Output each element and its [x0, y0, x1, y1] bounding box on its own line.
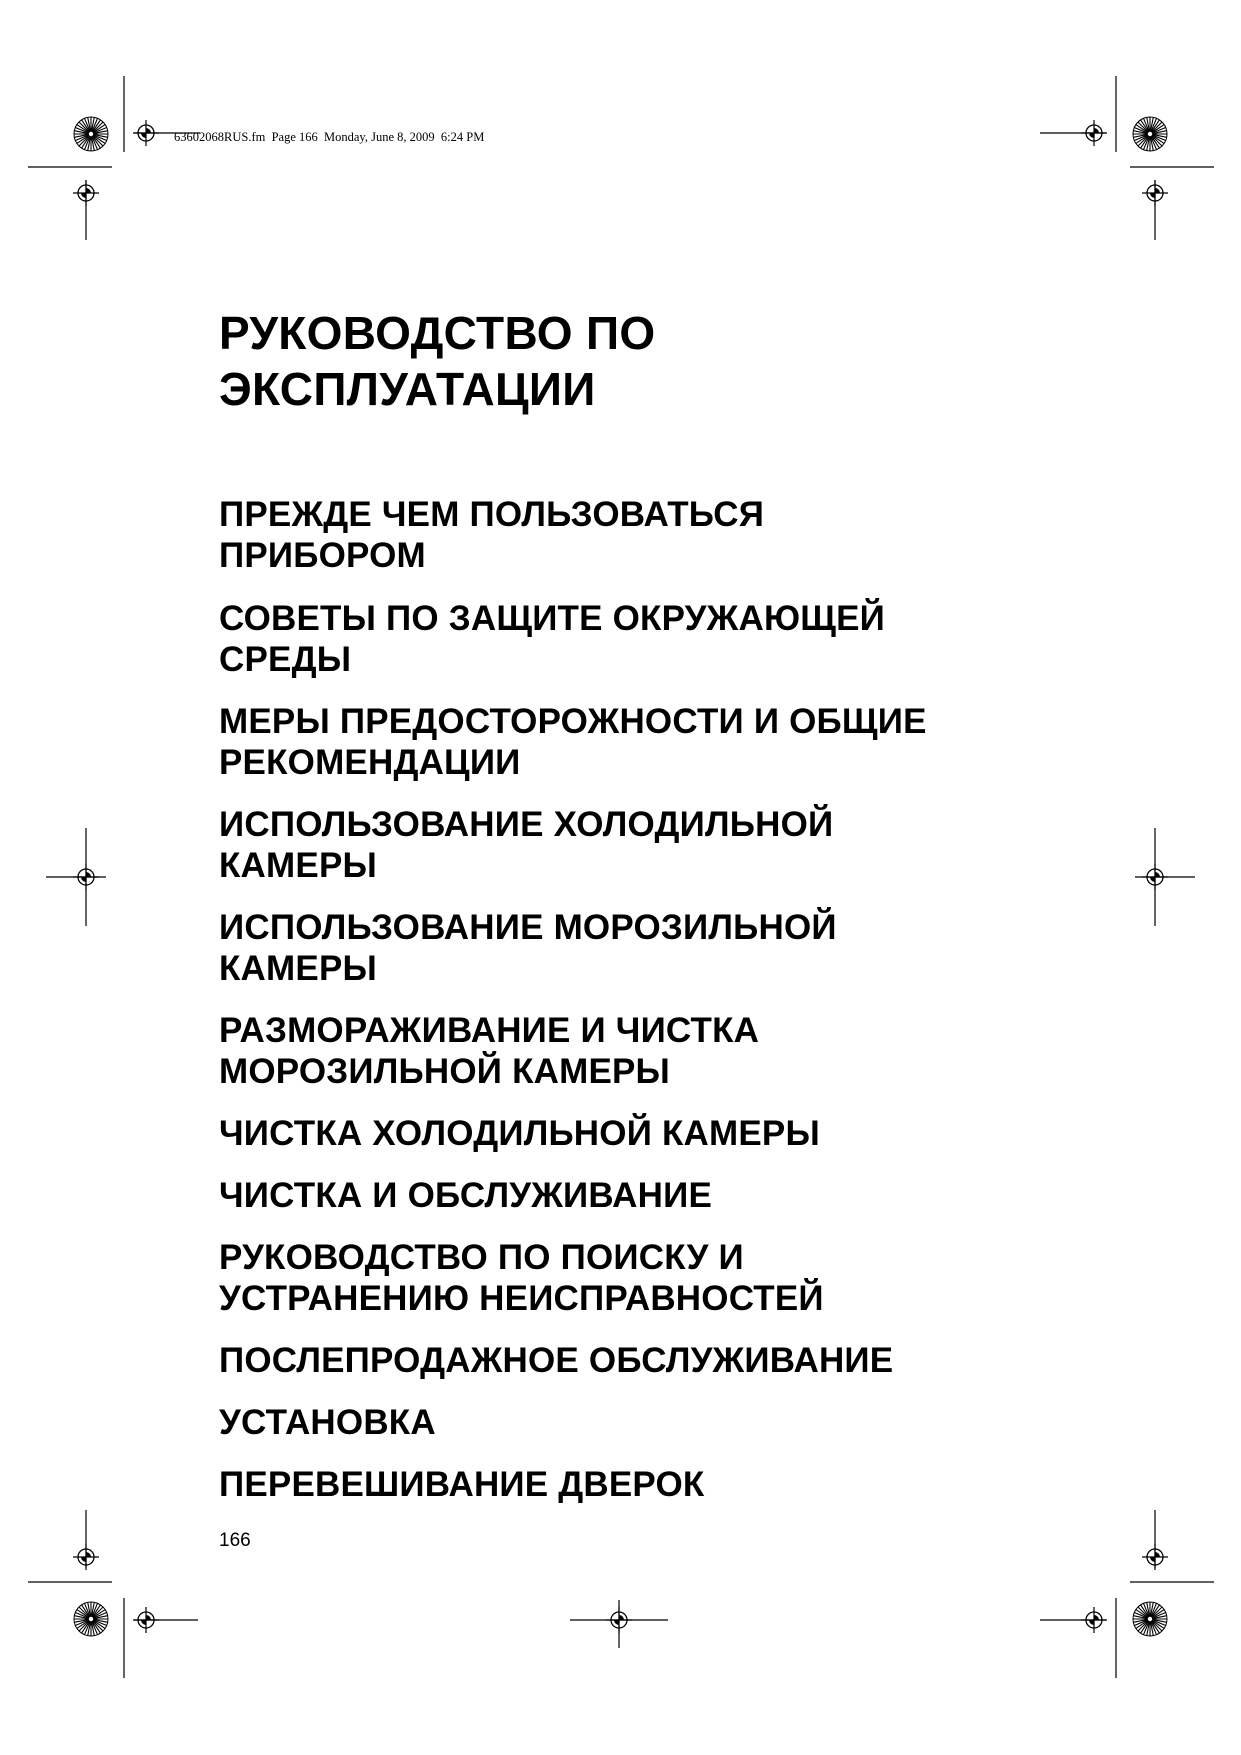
contents-entry — [219, 701, 1119, 783]
contents-entry-line: СОВЕТЫ ПО ЗАЩИТЕ ОКРУЖАЮЩЕЙ — [219, 599, 886, 638]
contents-entry-line: ПОСЛЕПРОДАЖНОЕ ОБСЛУЖИВАНИЕ — [219, 1341, 894, 1380]
contents-entry — [219, 494, 1119, 576]
contents-entry-line: ИСПОЛЬЗОВАНИЕ ХОЛОДИЛЬНОЙ — [219, 805, 834, 844]
registration-target-icon — [1142, 180, 1168, 206]
contents-entry-line: ИСПОЛЬЗОВАНИЕ МОРОЗИЛЬНОЙ — [219, 908, 837, 947]
page-number: 166 — [219, 1530, 251, 1551]
registration-target-icon — [1142, 864, 1168, 890]
contents-entry — [219, 1113, 1119, 1154]
registration-target-icon — [73, 1544, 99, 1570]
crop-marks-bottom-right — [1040, 1510, 1214, 1678]
starburst-target-icon — [1133, 1602, 1167, 1636]
page-title-line: РУКОВОДСТВО ПО — [219, 307, 656, 359]
contents-entry-line: РУКОВОДСТВО ПО ПОИСКУ И — [219, 1238, 744, 1277]
crop-marks-top-right — [1040, 76, 1214, 240]
contents-entry-line: ПРИБОРОМ — [219, 536, 426, 575]
contents-entry-line: МОРОЗИЛЬНОЙ КАМЕРЫ — [219, 1052, 671, 1091]
page-title — [219, 305, 1119, 417]
file-slug-line: 63602068RUS.fm Page 166 Monday, June 8, 2009 6:24 PM — [174, 130, 485, 144]
crop-marks-top-left — [28, 76, 200, 240]
contents-entry-line: ЧИСТКА И ОБСЛУЖИВАНИЕ — [219, 1176, 713, 1215]
contents-entry — [219, 1175, 1119, 1216]
contents-entry — [219, 907, 1119, 989]
contents-entry-line: УСТРАНЕНИЮ НЕИСПРАВНОСТЕЙ — [219, 1279, 824, 1318]
registration-target-icon — [1081, 1607, 1107, 1633]
contents-entry — [219, 1402, 1119, 1443]
contents-entry — [219, 598, 1119, 680]
contents-entry-line: РАЗМОРАЖИВАНИЕ И ЧИСТКА — [219, 1011, 760, 1050]
contents-entry — [219, 1340, 1119, 1381]
contents-entry-line: РЕКОМЕНДАЦИИ — [219, 743, 521, 782]
contents-entry-line: УСТАНОВКА — [219, 1403, 436, 1442]
registration-target-icon — [73, 180, 99, 206]
contents-entry-line: КАМЕРЫ — [219, 949, 377, 988]
starburst-target-icon — [1133, 117, 1167, 151]
contents-entry-line: ПЕРЕВЕШИВАНИЕ ДВЕРОК — [219, 1465, 705, 1504]
registration-target-icon — [1142, 1544, 1168, 1570]
contents-entry — [219, 1464, 1119, 1505]
registration-target-icon — [1081, 120, 1107, 146]
contents-entry-line: ПРЕЖДЕ ЧЕМ ПОЛЬЗОВАТЬСЯ — [219, 495, 765, 534]
contents-entry-line: СРЕДЫ — [219, 640, 352, 679]
registration-target-icon — [133, 1607, 159, 1633]
contents-entry — [219, 804, 1119, 886]
contents-entry — [219, 1010, 1119, 1092]
starburst-target-icon — [74, 1602, 108, 1636]
registration-target-icon — [606, 1607, 632, 1633]
crop-marks-bottom-left — [28, 1510, 198, 1678]
contents-entry-line: МЕРЫ ПРЕДОСТОРОЖНОСТИ И ОБЩИЕ — [219, 702, 927, 741]
registration-target-icon — [73, 864, 99, 890]
page-title-line: ЭКСПЛУАТАЦИИ — [219, 363, 596, 415]
starburst-target-icon — [74, 117, 108, 151]
contents-entry-line: КАМЕРЫ — [219, 846, 377, 885]
contents-entry — [219, 1237, 1119, 1319]
registration-target-icon — [133, 120, 159, 146]
contents-entry-line: ЧИСТКА ХОЛОДИЛЬНОЙ КАМЕРЫ — [219, 1114, 820, 1153]
